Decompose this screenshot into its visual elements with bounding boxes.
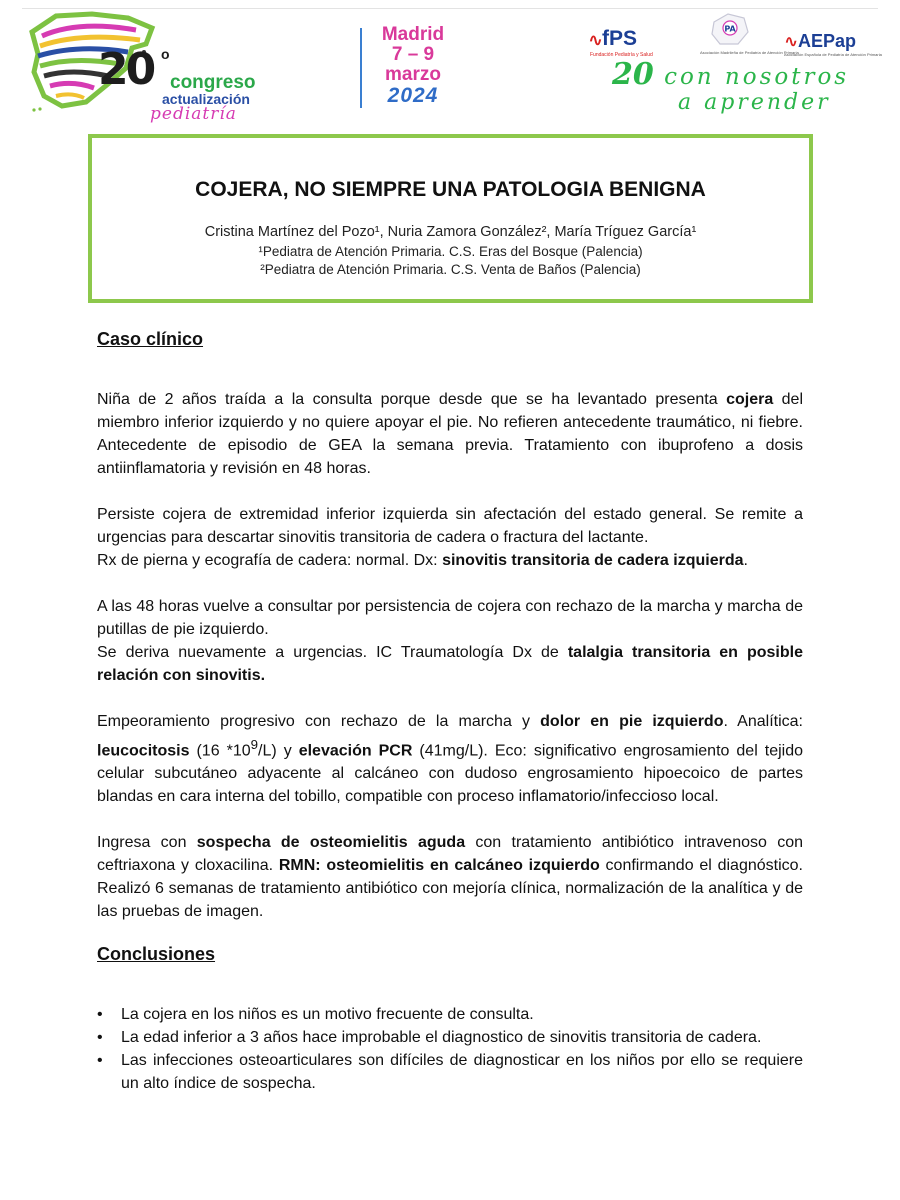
p5-bold-rmn: RMN: osteomielitis en calcáneo izquierdo [278,857,600,875]
p5-bold-suspicion: sospecha de osteomielitis aguda [196,834,466,852]
dates-year: 2024 [387,84,439,107]
header-divider [360,28,362,108]
affiliation-1: ¹Pediatra de Atención Primaria. C.S. Eras del Bosque (Palencia) [258,244,643,259]
p2-text-a: Persiste cojera de extremidad inferior izquierda sin afectación del estado general. Se remite a urgencias para descartar sinovitis transitoria de cadera o fractura del lactante. [97,506,803,546]
fps-figure-icon: ∿ [588,30,604,50]
p3-bold-diagnosis: talalgia transitoria en posible relación con sinovitis. [97,644,803,684]
list-item: • La edad inferior a 3 años hace improbable el diagnostico de sinovitis transitoria de cadera. [97,1026,803,1049]
case-heading: Caso clínico [97,329,204,349]
poster-content [97,326,803,1095]
congress-word-pediatria: pediatría [150,104,237,124]
p2-bold-diagnosis: sinovitis transitoria de cadera izquierda [442,552,744,569]
p4-text-f: /L) y [258,742,299,760]
dates-city: Madrid [381,24,445,45]
congress-word-congreso: congreso [170,72,256,93]
case-paragraph-4 [97,710,803,808]
aepap-name: AEPap [798,31,857,51]
p4-text-e: (16 *10 [189,742,251,760]
poster-title: COJERA, NO SIEMPRE UNA PATOLOGIA BENIGNA [195,178,706,201]
aepap-subtitle: Asociación Española de Pediatría de Atención Primaria [784,52,882,57]
p4-text-a: Empeoramiento progresivo con rechazo de la marcha y [97,713,541,730]
congress-number: 20 [98,44,154,95]
slogan-number: 20 [612,57,654,92]
slogan-text-1: con nosotros [664,64,850,90]
p2-text-b: Rx de pierna y ecografía de cadera: normal. Dx: [97,552,443,569]
congress-slogan [612,57,872,116]
p4-text-h: (41mg/L). Eco: significativo engrosamiento del tejido celular subcutáneo adyacente al calcáneo con dudoso engrosamiento hipoecoico de partes blandas en cara interna del tobillo, compatible con proceso inflamatorio/infeccioso local. [97,742,803,806]
congress-logo [28,10,258,124]
p4-bold-pcr: elevación PCR [298,742,413,760]
list-item: • Las infecciones osteoarticulares son difíciles de diagnosticar en los niños por ello se requiere un alto índice de sospecha. [97,1049,803,1095]
congress-ordinal: o [161,46,170,62]
case-paragraph-3 [97,595,803,687]
fps-logo [588,24,670,58]
ampap-subtitle: Asociación Madrileña de Pediatría de Atención Primaria [700,50,799,55]
title-box [88,134,813,303]
aepap-figure-icon: ∿ [784,32,799,51]
ampap-emblem-icon [708,10,752,50]
case-paragraph-5 [97,831,803,923]
dates-days: 7 – 9 [391,44,435,65]
list-item: • La cojera en los niños es un motivo frecuente de consulta. [97,1003,803,1026]
congress-word-actualizacion: actualización [162,91,250,107]
p4-bold-pain: dolor en pie izquierdo [540,713,724,730]
fps-subtitle: Fundación Pediatría y Salud [590,52,653,58]
top-rule [22,8,878,9]
p4-bold-leucocitosis: leucocitosis [97,742,190,760]
p3-text-a: A las 48 horas vuelve a consultar por persistencia de cojera con rechazo de la marcha y marcha de putillas de pie izquierdo. [97,598,803,638]
p5-text-c: con tratamiento antibiótico intravenoso con ceftriaxona y cloxacilina. [97,834,803,875]
slogan-line-1 [612,57,872,92]
case-paragraph-1 [97,388,803,480]
p1-bold-cojera: cojera [726,391,774,408]
dates-month: marzo [385,64,441,85]
poster-header [0,0,900,124]
p3-text-b: Se deriva nuevamente a urgencias. IC Traumatología Dx de [97,644,568,661]
congress-dates [370,25,456,106]
conclusions-list [97,1003,803,1095]
authors: Cristina Martínez del Pozo¹, Nuria Zamora González², María Tríguez García¹ [204,224,697,240]
fps-name: fPS [602,27,638,50]
conclusions-heading: Conclusiones [97,944,216,965]
ampap-logo [700,10,799,58]
case-paragraph-2 [97,503,803,572]
p4-text-c: . Analítica: [723,713,803,730]
affiliation-2: ²Pediatra de Atención Primaria. C.S. Venta de Baños (Palencia) [260,262,641,277]
p2-text-d: . [743,552,748,569]
p5-text-a: Ingresa con [97,834,197,852]
ampap-monogram: PA [724,24,736,34]
p4-superscript: 9 [250,737,259,752]
slogan-line-2: a aprender [678,90,831,115]
p5-text-e: confirmando el diagnóstico. Realizó 6 semanas de tratamiento antibiótico con mejoría clínica, normalización de la analítica y de las pruebas de imagen. [97,857,803,921]
aepap-logo [784,24,882,58]
p1-text-a: Niña de 2 años traída a la consulta porque desde que se ha levantado presenta [97,391,727,408]
p1-text-c: del miembro inferior izquierdo y no quiere apoyar el pie. No refieren antecedente traumático, ni fiebre. Antecedente de episodio de GEA la semana previa. Tratamiento con ibuprofeno a dosis antiinflamatoria y revisión en 48 horas. [97,391,804,477]
